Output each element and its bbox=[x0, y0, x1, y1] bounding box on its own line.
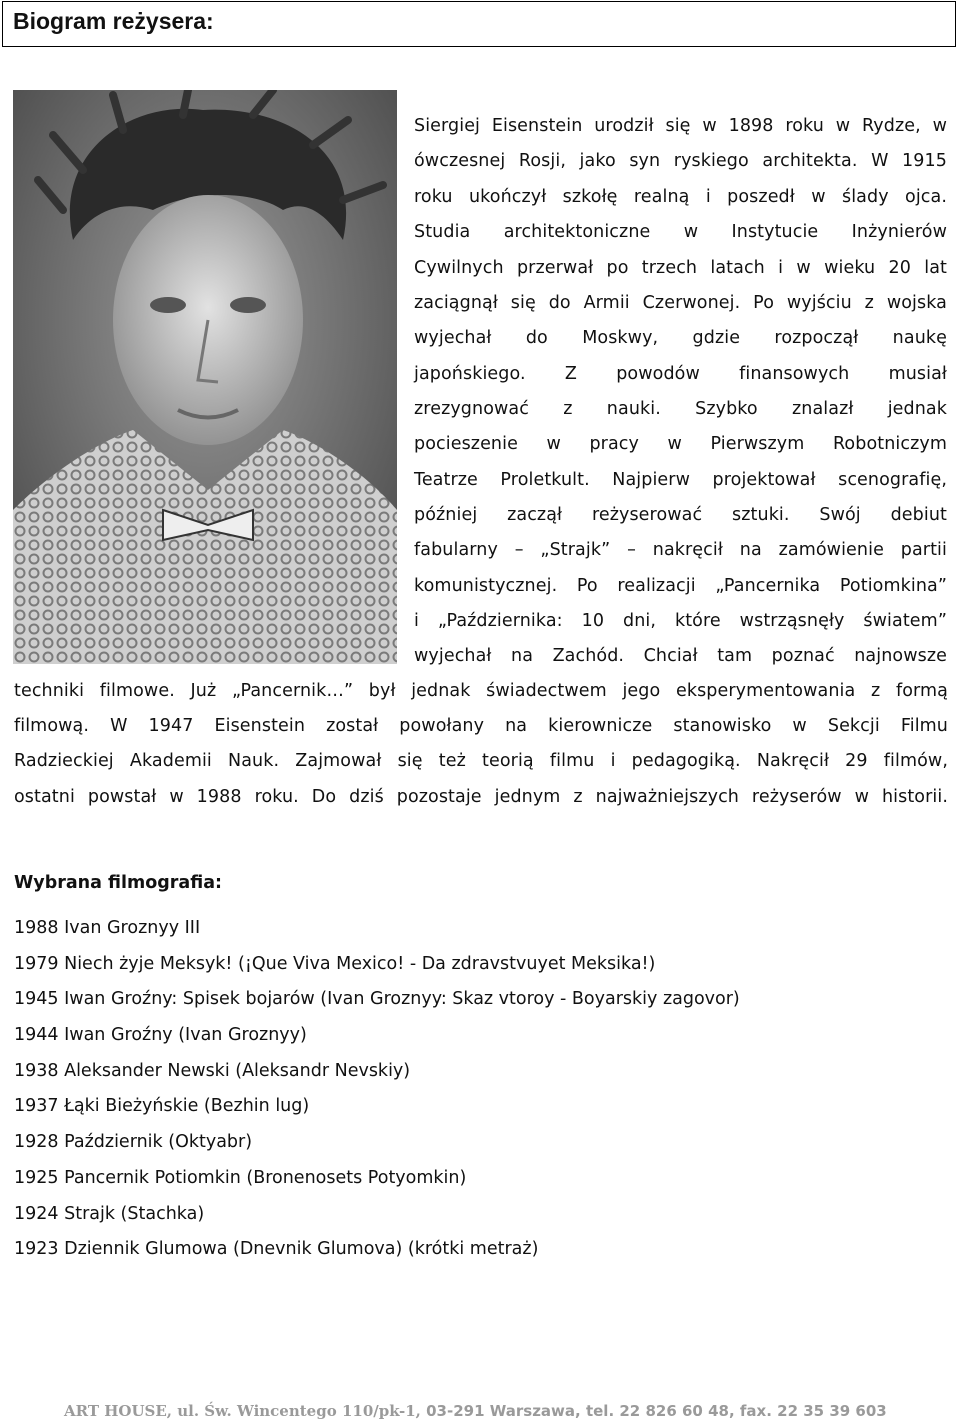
list-item: 1945 Iwan Groźny: Spisek bojarów (Ivan Groznyy: Skaz vtoroy - Boyarskiy zagovor) bbox=[14, 989, 740, 1010]
bio-line: techniki filmowe. Już „Pancernik…” był jednak świadectwem jego eksperymentowania z formą bbox=[14, 681, 948, 701]
bio-line: ówczesnej Rosji, jako syn ryskiego architekta. W 1915 bbox=[414, 151, 947, 171]
page-title: Biogram reżysera: bbox=[13, 8, 214, 34]
bio-line: pocieszenie w pracy w Pierwszym Robotniczym bbox=[414, 434, 947, 454]
filmography-list bbox=[14, 917, 740, 1274]
list-item: 1988 Ivan Groznyy III bbox=[14, 918, 201, 938]
bio-line: fabularny – „Strajk” – nakręcił na zamówienie partii bbox=[414, 540, 947, 560]
bio-line: zrezygnować z nauki. Szybko znalazł jednak bbox=[414, 399, 947, 419]
list-item: 1928 Październik (Oktyabr) bbox=[14, 1132, 253, 1153]
bio-line: japońskiego. Z powodów finansowych musiał bbox=[414, 364, 947, 384]
bio-line: i „Października: 10 dni, które wstrząsnęły światem” bbox=[414, 611, 947, 631]
list-item: 1937 Łąki Bieżyńskie (Bezhin lug) bbox=[14, 1096, 310, 1117]
bio-line: Cywilnych przerwał po trzech latach i w wieku 20 lat bbox=[414, 258, 947, 278]
bio-line: Studia architektoniczne w Instytucie Inżynierów bbox=[414, 222, 947, 242]
bio-line: zaciągnął się do Armii Czerwonej. Po wyjściu z wojska bbox=[414, 293, 947, 313]
list-item: 1944 Iwan Groźny (Ivan Groznyy) bbox=[14, 1025, 307, 1046]
list-item: 1979 Niech żyje Meksyk! (¡Que Viva Mexico! - Da zdravstvuyet Meksika!) bbox=[14, 953, 656, 974]
header-box bbox=[2, 1, 956, 47]
footer-address: ART HOUSE, ul. Św. Wincentego 110/pk-1, bbox=[64, 1402, 421, 1420]
list-item: 1923 Dziennik Glumowa (Dnevnik Glumova) (krótki metraż) bbox=[14, 1239, 539, 1260]
bio-line: roku ukończył szkołę realną i poszedł w ślady ojca. bbox=[414, 187, 947, 207]
bio-line: później zaczął reżyserować sztuki. Swój debiut bbox=[414, 505, 947, 525]
bio-line: Siergiej Eisenstein urodził się w 1898 roku w Rydze, w bbox=[414, 116, 947, 136]
director-portrait bbox=[13, 90, 397, 664]
bio-line: wyjechał do Moskwy, gdzie rozpoczął naukę bbox=[414, 328, 947, 348]
footer-contact: 03-291 Warszawa, tel. 22 826 60 48, fax. 22 35 39 603 bbox=[420, 1402, 887, 1420]
list-item: 1938 Aleksander Newski (Aleksandr Nevskiy) bbox=[14, 1060, 411, 1081]
bio-line: Radzieckiej Akademii Nauk. Zajmował się też teorią filmu i pedagogiką. Nakręcił 29 filmów, bbox=[14, 751, 948, 771]
bio-line: wyjechał na Zachód. Chciał tam poznać najnowsze bbox=[414, 646, 947, 666]
list-item: 1925 Pancernik Potiomkin (Bronenosets Potyomkin) bbox=[14, 1167, 467, 1188]
bio-line: komunistycznej. Po realizacji „Pancernika Potiomkina” bbox=[414, 576, 947, 596]
filmography-title: Wybrana filmografia: bbox=[14, 873, 223, 893]
list-item: 1924 Strajk (Stachka) bbox=[14, 1203, 205, 1224]
bio-line: Teatrze Proletkult. Najpierw projektował scenografię, bbox=[414, 470, 947, 490]
page-footer bbox=[64, 1402, 887, 1420]
bio-line: ostatni powstał w 1988 roku. Do dziś pozostaje jednym z najważniejszych reżyserów w historii. bbox=[14, 787, 948, 807]
bio-line: filmową. W 1947 Eisenstein został powołany na kierownicze stanowisko w Sekcji Filmu bbox=[14, 716, 948, 736]
